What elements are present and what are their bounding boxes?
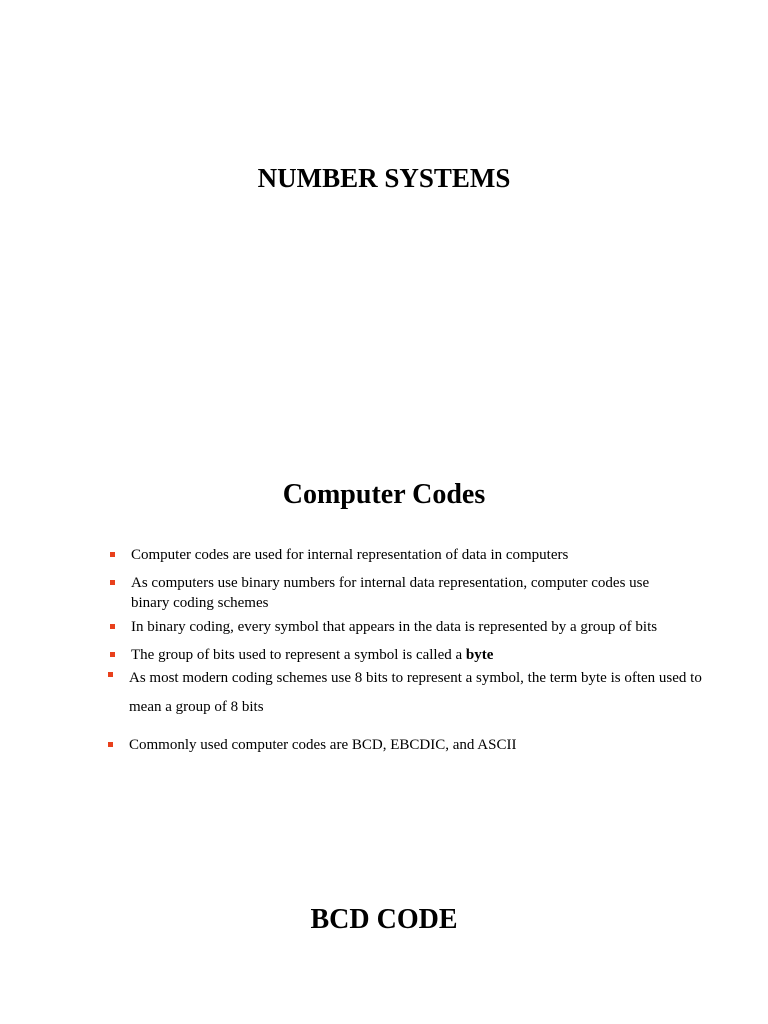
list-item: [104, 735, 714, 755]
list-item-text: Commonly used computer codes are BCD, EBCDIC, and ASCII: [129, 737, 517, 753]
list-item: [104, 664, 714, 722]
list-item-text: As computers use binary numbers for internal data representation, computer codes use binary coding schemes: [131, 575, 650, 611]
list-item-text: As most modern coding schemes use 8 bits to represent a symbol, the term byte is often used to mean a group of 8 bits: [129, 670, 702, 715]
page-title: NUMBER SYSTEMS: [257, 163, 511, 193]
square-bullet-icon: [110, 580, 115, 585]
list-item-text: [131, 645, 716, 665]
list-item-text: Computer codes are used for internal representation of data in computers: [131, 547, 569, 563]
list-item: [106, 617, 716, 637]
square-bullet-icon: [110, 624, 115, 629]
square-bullet-icon: [110, 552, 115, 557]
list-item: [106, 645, 716, 665]
bold-term-byte: byte: [465, 647, 494, 663]
list-item: [106, 545, 716, 565]
list-item-text: In binary coding, every symbol that appears in the data is represented by a group of bits: [131, 619, 658, 635]
list-item-text-prefix: The group of bits used to represent a symbol is called a: [131, 647, 466, 663]
section-title-computer-codes: Computer Codes: [282, 479, 486, 510]
square-bullet-icon: [110, 652, 115, 657]
square-bullet-icon: [108, 742, 113, 747]
list-item: [106, 573, 716, 613]
square-bullet-icon: [108, 672, 113, 677]
section-title-bcd-code: BCD CODE: [310, 904, 458, 935]
